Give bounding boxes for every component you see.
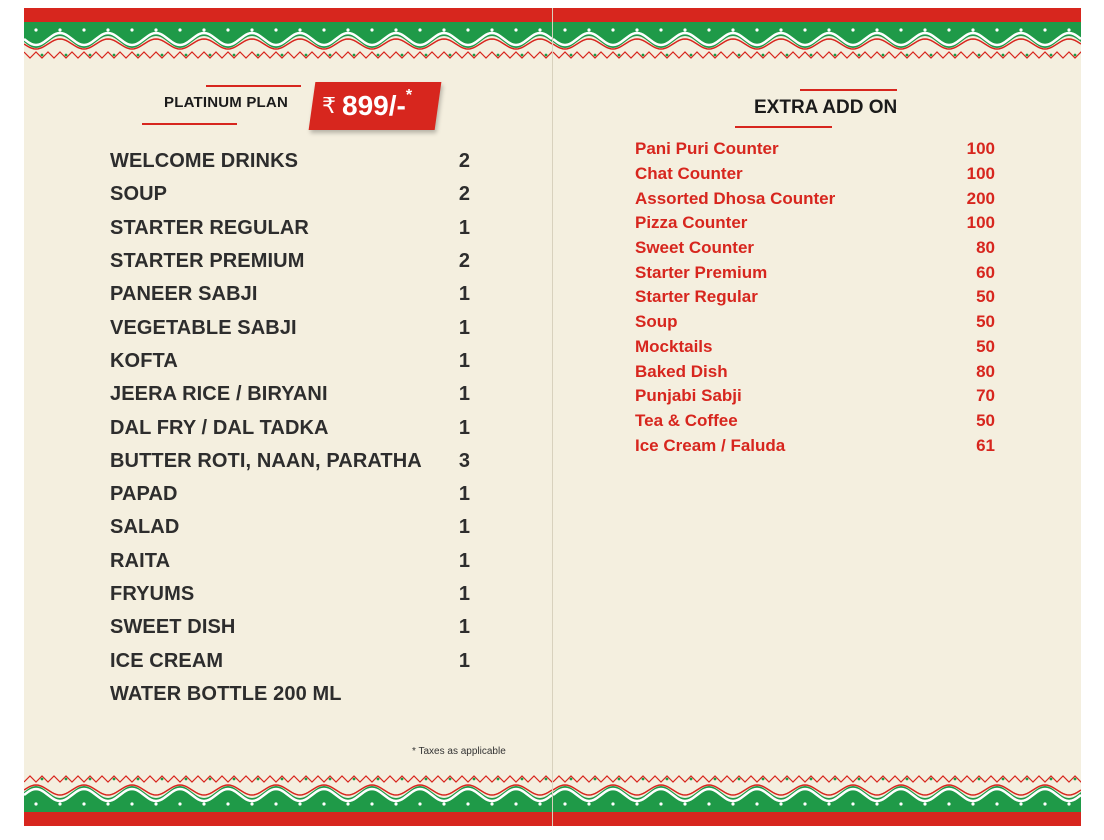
plan-item-qty: 3 — [458, 449, 470, 472]
add-on-price: 100 — [966, 213, 995, 233]
add-on-name: Tea & Coffee — [635, 410, 738, 430]
add-on-name: Pizza Counter — [635, 213, 748, 233]
plan-item-qty: 1 — [458, 649, 470, 672]
plan-item-qty: 1 — [458, 583, 470, 605]
plan-item-name: BUTTER ROTI, NAAN, PARATHA — [110, 449, 422, 472]
plan-item-qty: 1 — [458, 216, 470, 239]
add-on-name: Baked Dish — [635, 361, 728, 381]
add-on-price: 50 — [976, 410, 995, 430]
add-on-price: 60 — [976, 262, 995, 282]
plan-item-name: SOUP — [110, 183, 168, 206]
plan-item — [110, 145, 470, 178]
extra-add-on-title: EXTRA ADD ON — [754, 97, 898, 118]
price-asterisk: * — [405, 87, 413, 104]
add-on-name: Starter Premium — [635, 262, 768, 282]
add-on-name: Starter Regular — [635, 287, 758, 307]
add-on-item — [635, 260, 995, 285]
plan-item-qty: 1 — [458, 483, 470, 506]
plan-item-name: PAPAD — [110, 483, 178, 506]
top-decorative-border — [553, 8, 1081, 72]
plan-item-name: WELCOME DRINKS — [110, 150, 299, 173]
plan-item — [110, 445, 470, 478]
add-on-name: Assorted Dhosa Counter — [635, 188, 836, 208]
add-on-price: 100 — [966, 164, 995, 184]
plan-item — [110, 511, 470, 544]
plan-item — [110, 245, 470, 278]
plan-item — [110, 644, 470, 677]
add-on-item — [635, 186, 995, 211]
extra-rule-bottom — [735, 126, 832, 128]
plan-item — [110, 678, 470, 711]
add-on-price: 61 — [976, 435, 995, 455]
plan-item — [110, 178, 470, 211]
add-on-price: 50 — [976, 287, 995, 307]
bottom-decorative-border — [553, 766, 1081, 826]
plan-item-name: SALAD — [110, 516, 180, 539]
top-decorative-border — [24, 8, 552, 72]
plan-item-qty: 2 — [458, 250, 470, 273]
add-on-item — [635, 211, 995, 236]
plan-item-name: STARTER REGULAR — [110, 216, 309, 239]
extra-rule-top — [800, 89, 897, 91]
bottom-decorative-border — [24, 766, 552, 826]
rupee-icon: ₹ — [322, 93, 336, 118]
plan-rule-bottom — [142, 123, 237, 125]
right-page — [553, 8, 1081, 826]
plan-item — [110, 545, 470, 578]
plan-item-qty: 1 — [458, 349, 470, 372]
plan-item — [110, 212, 470, 245]
plan-item-name: KOFTA — [110, 349, 178, 372]
plan-item-qty: 1 — [458, 616, 470, 639]
plan-title: PLATINUM PLAN — [164, 94, 288, 111]
add-on-price: 80 — [976, 238, 995, 258]
add-on-item — [635, 359, 995, 384]
add-on-name: Mocktails — [635, 336, 713, 356]
add-on-item — [635, 433, 995, 458]
extra-add-on-list — [635, 137, 995, 458]
add-on-price: 100 — [966, 139, 995, 159]
plan-item-name: WATER BOTTLE 200 ML — [110, 682, 342, 705]
price-tag — [309, 82, 442, 130]
plan-item — [110, 578, 470, 611]
plan-item — [110, 378, 470, 411]
plan-rule-top — [206, 85, 301, 87]
add-on-name: Ice Cream / Faluda — [635, 435, 786, 455]
plan-item-name: FRYUMS — [110, 583, 195, 605]
plan-item-name: RAITA — [110, 549, 171, 572]
add-on-item — [635, 137, 995, 162]
plan-item-name: STARTER PREMIUM — [110, 250, 305, 273]
plan-item-qty: 2 — [458, 150, 470, 173]
plan-item — [110, 278, 470, 311]
plan-item — [110, 311, 470, 344]
plan-item-qty: 1 — [458, 549, 470, 572]
add-on-name: Pani Puri Counter — [635, 139, 779, 159]
left-page — [24, 8, 552, 826]
plan-item-qty: 1 — [458, 416, 470, 439]
plan-item-name: SWEET DISH — [110, 616, 236, 639]
plan-item — [110, 345, 470, 378]
plan-price: 899/- — [342, 90, 406, 121]
add-on-item — [635, 335, 995, 360]
plan-item-name: ICE CREAM — [110, 649, 224, 672]
menu-card — [24, 8, 1081, 826]
add-on-item — [635, 409, 995, 434]
taxes-note: * Taxes as applicable — [412, 746, 506, 757]
plan-item-list — [110, 145, 470, 711]
plan-item — [110, 611, 470, 644]
plan-item-qty: 1 — [458, 283, 470, 306]
add-on-name: Punjabi Sabji — [635, 386, 742, 406]
add-on-price: 80 — [976, 361, 995, 381]
add-on-name: Chat Counter — [635, 164, 743, 184]
add-on-item — [635, 236, 995, 261]
add-on-price: 70 — [976, 386, 995, 406]
plan-item-name: JEERA RICE / BIRYANI — [110, 383, 328, 406]
plan-item — [110, 478, 470, 511]
plan-item-qty: 1 — [458, 383, 470, 406]
plan-item — [110, 411, 470, 444]
plan-item-name: DAL FRY / DAL TADKA — [110, 416, 329, 439]
add-on-item — [635, 285, 995, 310]
plan-item-name: VEGETABLE SABJI — [110, 316, 297, 339]
add-on-price: 50 — [976, 336, 995, 356]
plan-item-qty: 1 — [458, 516, 470, 539]
plan-item-name: PANEER SABJI — [110, 283, 258, 306]
plan-item-qty: 2 — [458, 183, 470, 206]
add-on-price: 50 — [976, 312, 995, 332]
add-on-item — [635, 310, 995, 335]
add-on-name: Soup — [635, 312, 678, 332]
add-on-price: 200 — [966, 188, 995, 208]
add-on-item — [635, 384, 995, 409]
plan-item-qty: 1 — [458, 316, 470, 339]
add-on-name: Sweet Counter — [635, 238, 755, 258]
add-on-item — [635, 162, 995, 187]
